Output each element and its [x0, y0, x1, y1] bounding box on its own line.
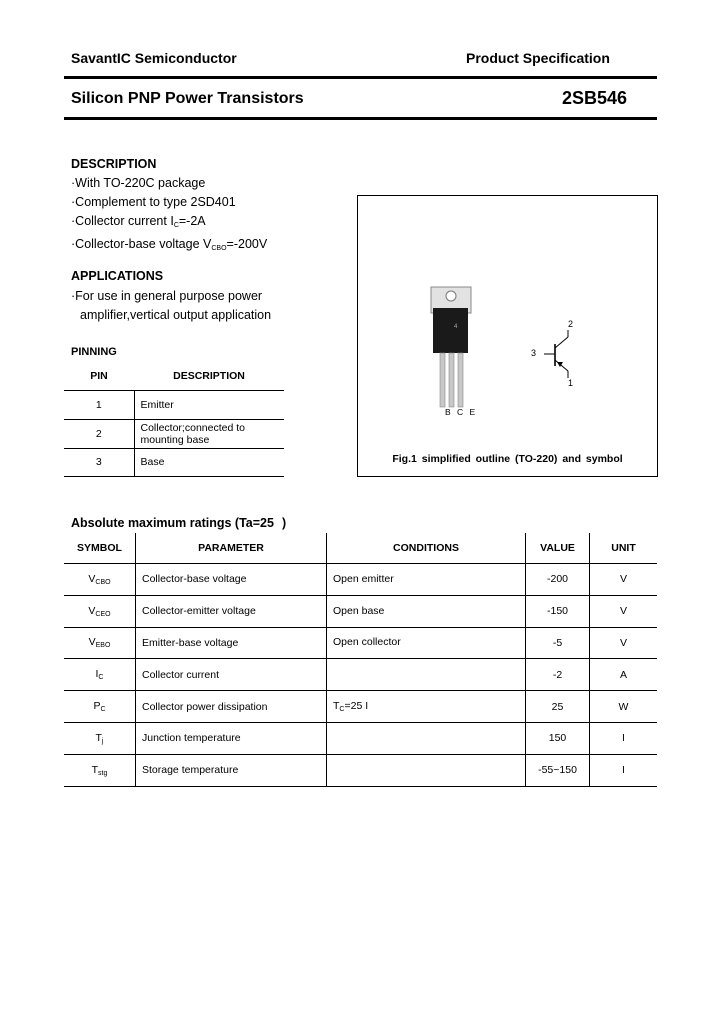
table-row: $T_{stg}$ Storage temperature -55~150 I: [64, 754, 657, 786]
table-row: $V_{EBO}$ Emitter-base voltage Open collector -5 V: [64, 627, 657, 659]
parameter-column-header: PARAMETER: [136, 533, 327, 564]
header-rule-bottom: [64, 117, 657, 120]
applications-heading: APPLICATIONS: [71, 269, 164, 283]
ratings-heading: Absolute maximum ratings (Ta=25 ): [71, 516, 287, 530]
conditions-column-header: CONDITIONS: [327, 533, 526, 564]
symbol-pin-3-label: 3: [531, 348, 537, 358]
pinning-table: [64, 362, 284, 477]
pinning-heading: PINNING: [71, 346, 117, 358]
unit-column-header: UNIT: [590, 533, 658, 564]
company-name: SavantIC Semiconductor: [71, 50, 237, 66]
pin-description-column-header: DESCRIPTION: [173, 369, 245, 382]
description-item: ·With TO-220C package: [71, 176, 206, 190]
document-type: Product Specification: [466, 50, 610, 66]
table-row: $P_C$ Collector power dissipation $T_C=25$ I 25 W: [64, 691, 657, 723]
applications-list: [71, 287, 271, 325]
figure-box: [357, 195, 658, 477]
svg-text:4: 4: [454, 324, 458, 330]
transistor-symbol-icon: [358, 196, 657, 476]
description-heading: DESCRIPTION: [71, 157, 157, 171]
description-list: [71, 174, 267, 258]
package-pin-labels: B C E: [445, 407, 478, 417]
table-row: 2 Collector;connected to mounting base: [64, 419, 284, 448]
symbol-pin-1-label: 1: [568, 378, 574, 388]
symbol-column-header: SYMBOL: [64, 533, 136, 564]
table-row: 3 Base: [64, 448, 284, 476]
description-item: ·Complement to type 2SD401: [71, 195, 236, 209]
symbol-pin-2-label: 2: [568, 319, 574, 329]
table-row: $V_{CEO}$ Collector-emitter voltage Open base -150 V: [64, 595, 657, 627]
description-item: ·Collector-base voltage $V_{CBO}=-200V$: [71, 237, 268, 252]
application-line: ·For use in general purpose power: [71, 289, 263, 303]
part-number: 2SB546: [562, 88, 628, 108]
product-title: Silicon PNP Power Transistors: [71, 90, 304, 107]
pin-column-header: PIN: [90, 369, 108, 382]
header-rule-top: [64, 76, 657, 79]
application-line: amplifier,vertical output application: [80, 308, 272, 322]
table-row: $T_j$ Junction temperature 150 I: [64, 722, 657, 754]
figure-caption: Fig.1 simplified outline (TO-220) and symbol: [392, 453, 623, 465]
table-row: $I_C$ Collector current -2 A: [64, 659, 657, 691]
value-column-header: VALUE: [526, 533, 590, 564]
description-item: ·Collector current $I_C=-2A$: [71, 214, 206, 229]
ratings-table: [64, 533, 657, 787]
table-row: $V_{CBO}$ Collector-base voltage Open emitter -200 V: [64, 564, 657, 596]
table-row: 1 Emitter: [64, 390, 284, 419]
